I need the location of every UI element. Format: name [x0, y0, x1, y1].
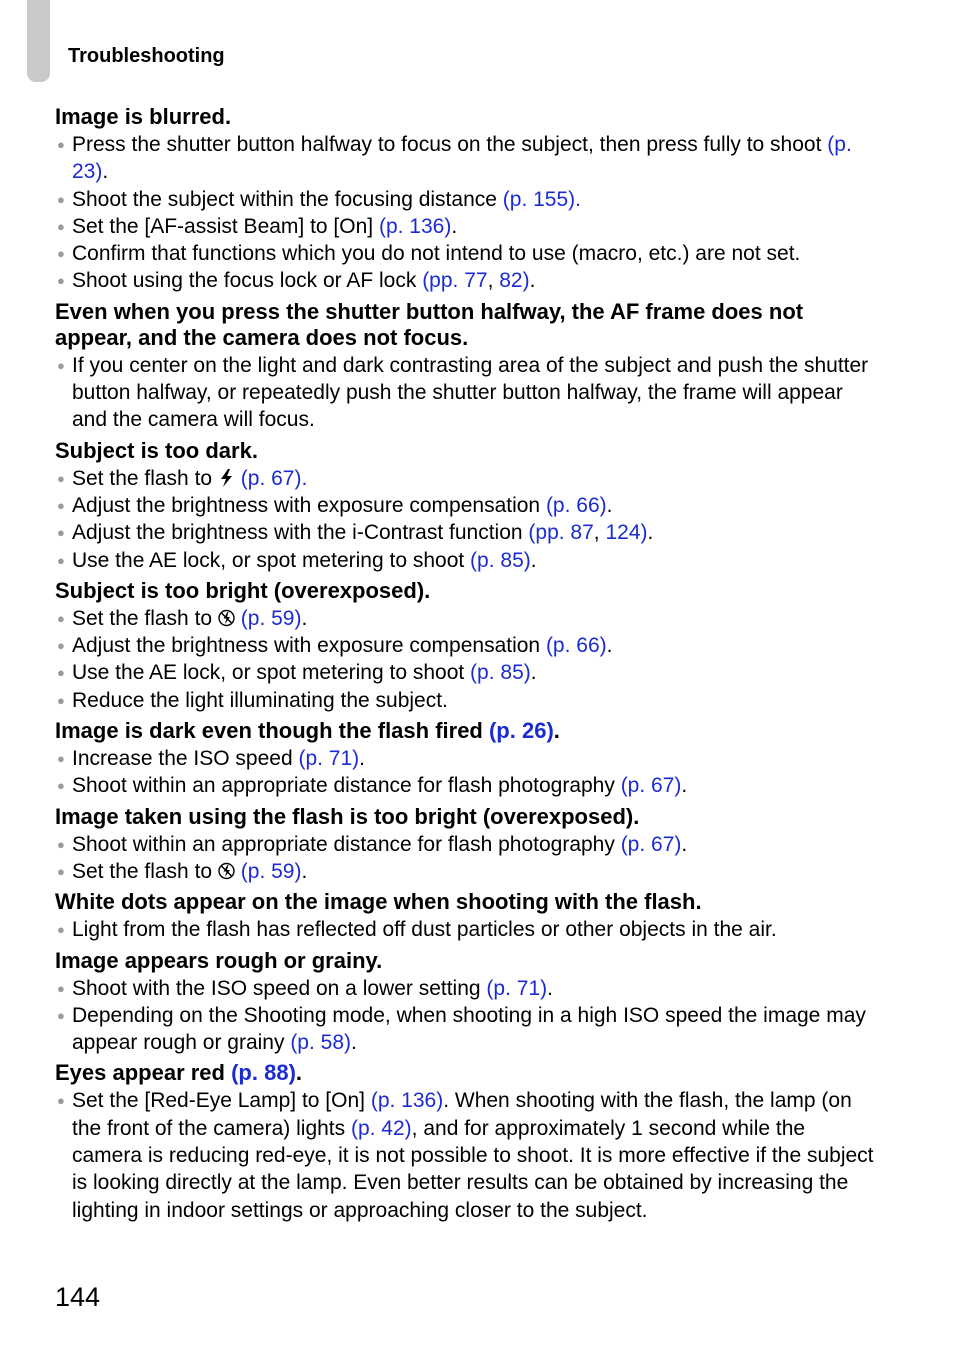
page-reference-link[interactable]: (pp. 87: [528, 521, 594, 545]
list-item: [55, 975, 875, 1002]
section-heading: [55, 948, 875, 974]
bullet-icon: ●: [57, 1093, 65, 1109]
text-run: . When shooting with the flash, the lamp (on the front of the camera) lights: [72, 1089, 852, 1140]
text-run: .: [102, 160, 109, 184]
troubleshooting-section: [55, 1060, 875, 1223]
page-reference-link[interactable]: (p. 85): [470, 661, 531, 685]
list-item: [55, 916, 875, 943]
section-heading: [55, 889, 875, 915]
bullet-icon: ●: [57, 191, 65, 207]
bullet-icon: ●: [57, 470, 65, 486]
text-run: Adjust the brightness with the i-Contrast function: [72, 521, 529, 545]
page-reference-link[interactable]: (p. 42): [350, 1116, 412, 1140]
text-run: Set the flash to: [72, 466, 218, 490]
list-item: [55, 745, 875, 772]
list-item: [55, 659, 875, 686]
text-run: Press the shutter button halfway to focus on the subject, then press fully to shoot: [72, 133, 828, 156]
text-run: Light from the flash has reflected off dust particles or other objects in the air.: [72, 918, 777, 942]
text-run: .: [301, 606, 308, 630]
list-item: [55, 240, 875, 267]
list-item: [55, 519, 875, 546]
text-run: Set the [AF-assist Beam] to [On]: [72, 214, 379, 238]
text-run: Image taken using the flash is too bright (overexposed).: [55, 803, 640, 829]
page-reference-link[interactable]: (p. 67): [620, 774, 682, 798]
page-reference-link[interactable]: (p. 59): [240, 859, 302, 883]
bullet-list: [55, 1087, 875, 1223]
text-run: .: [351, 1031, 357, 1055]
text-run: .: [529, 269, 536, 293]
page-reference-link[interactable]: (p. 59): [240, 606, 302, 630]
text-run: White dots appear on the image when shooting with the flash.: [55, 889, 702, 915]
section-heading: [55, 438, 875, 464]
page-reference-link[interactable]: (p. 67): [620, 832, 682, 856]
section-heading: [55, 1060, 875, 1086]
text-run: .: [295, 1060, 303, 1086]
bullet-icon: ●: [57, 863, 65, 879]
list-item: [55, 858, 875, 885]
text-run: Set the [Red-Eye Lamp] to [On]: [72, 1089, 371, 1113]
troubleshooting-section: [55, 804, 875, 886]
troubleshooting-section: [55, 299, 875, 434]
page-reference-link[interactable]: (p. 58): [290, 1031, 352, 1055]
flash-off-icon: [218, 861, 235, 881]
page-number: 144: [55, 1282, 101, 1312]
list-item: [55, 831, 875, 858]
text-run: Confirm that functions which you do not intend to use (macro, etc.) are not set.: [72, 242, 801, 266]
bullet-icon: ●: [57, 778, 65, 794]
text-run: .: [647, 521, 654, 545]
text-run: Depending on the Shooting mode, when shooting in a high ISO speed the image may appear rough or grainy: [72, 1003, 866, 1055]
bullet-icon: ●: [57, 836, 65, 852]
text-run: Shoot the subject within the focusing distance: [72, 187, 503, 211]
page-reference-link[interactable]: (p. 155).: [502, 187, 581, 211]
text-run: .: [547, 976, 553, 1000]
bullet-icon: ●: [57, 552, 65, 568]
troubleshooting-section: [55, 104, 875, 295]
list-item: [55, 1002, 875, 1057]
bullet-list: [55, 745, 875, 800]
page-reference-link[interactable]: (p. 136): [370, 1089, 444, 1113]
bullet-icon: ●: [57, 692, 65, 708]
troubleshooting-section: [55, 438, 875, 574]
bullet-icon: ●: [57, 273, 65, 289]
page-reference-link[interactable]: (p. 66): [545, 493, 607, 517]
list-item: [55, 131, 875, 186]
text-run: , and for approximately 1 second while the camera is reducing red-eye, it is not possible to shoot. It is more effective if the subject is looking directly at the lamp. Even better results can be obtained by increasing the lighting in indoor settings or approaching closer to the subject.: [72, 1116, 874, 1222]
page-reference-link[interactable]: (pp. 77: [422, 269, 488, 293]
text-run: .: [681, 832, 688, 856]
list-item: [55, 605, 875, 632]
list-item: [55, 547, 875, 574]
list-item: [55, 772, 875, 799]
flash-icon: [218, 468, 235, 488]
text-run: Adjust the brightness with exposure compensation: [72, 493, 546, 517]
bullet-icon: ●: [57, 357, 65, 373]
page-reference-link[interactable]: (p. 85): [470, 548, 531, 572]
section-heading: [55, 718, 875, 744]
bullet-icon: ●: [57, 497, 65, 513]
flash-off-icon: [218, 608, 235, 628]
text-run: Image is blurred.: [55, 104, 232, 129]
text-run: .: [301, 859, 308, 883]
text-run: Use the AE lock, or spot metering to shoot: [72, 661, 471, 685]
bullet-list: [55, 605, 875, 714]
text-run: Image is dark even though the flash fired: [55, 718, 489, 744]
list-item: [55, 687, 875, 714]
text-run: .: [606, 493, 613, 517]
text-run: .: [530, 661, 537, 685]
page-reference-link[interactable]: (p. 66): [545, 634, 607, 658]
bullet-icon: ●: [57, 218, 65, 234]
page-reference-link[interactable]: (p. 71): [298, 747, 360, 771]
text-run: Set the flash to: [72, 606, 218, 630]
text-run: Subject is too bright (overexposed).: [55, 577, 431, 603]
page-reference-link[interactable]: 82): [499, 269, 530, 293]
list-item: [55, 267, 875, 294]
section-heading: [55, 299, 875, 351]
text-run: Eyes appear red: [55, 1060, 232, 1086]
page-reference-link[interactable]: (p. 26): [488, 718, 554, 744]
page-reference-link[interactable]: (p. 136): [378, 214, 452, 238]
page-reference-link[interactable]: (p. 67).: [240, 466, 308, 490]
troubleshooting-section: [55, 948, 875, 1057]
list-item: [55, 1087, 875, 1223]
list-item: [55, 213, 875, 240]
text-run: .: [553, 718, 560, 744]
list-item: [55, 186, 875, 213]
text-run: Set the flash to: [72, 859, 218, 883]
text-run: .: [681, 774, 688, 798]
text-run: ,: [487, 269, 500, 293]
troubleshooting-section: [55, 578, 875, 714]
bullet-icon: ●: [57, 525, 65, 541]
troubleshooting-section: [55, 718, 875, 800]
section-title: Troubleshooting: [68, 45, 225, 67]
text-run: Shoot using the focus lock or AF lock: [72, 269, 423, 293]
text-run: Shoot within an appropriate distance for flash photography: [72, 832, 621, 856]
bullet-icon: ●: [57, 638, 65, 654]
bullet-icon: ●: [57, 980, 65, 996]
text-run: Shoot within an appropriate distance for flash photography: [72, 774, 621, 798]
section-heading: [55, 104, 875, 130]
text-run: Shoot with the ISO speed on a lower setting: [72, 976, 487, 1000]
bullet-icon: ●: [57, 922, 65, 938]
section-heading: [55, 804, 875, 830]
list-item: [55, 632, 875, 659]
bullet-icon: ●: [57, 665, 65, 681]
text-run: ,: [593, 521, 606, 545]
bullet-icon: ●: [57, 246, 65, 262]
text-run: Adjust the brightness with exposure compensation: [72, 634, 546, 658]
bullet-icon: ●: [57, 137, 65, 152]
text-run: If you center on the light and dark contrasting area of the subject and push the shutter button halfway, or repeatedly push the shutter button halfway, the frame will appear and the camera will focus.: [72, 353, 869, 432]
text-run: .: [530, 548, 537, 572]
troubleshooting-content: [55, 104, 875, 1228]
bullet-list: [55, 975, 875, 1057]
troubleshooting-section: [55, 889, 875, 943]
text-run: Subject is too dark.: [55, 437, 258, 463]
text-run: Image appears rough or grainy.: [55, 947, 383, 973]
list-item: [55, 465, 875, 492]
bullet-list: [55, 465, 875, 574]
chapter-tab: [27, 0, 50, 82]
bullet-list: [55, 352, 875, 434]
text-run: Reduce the light illuminating the subject.: [72, 688, 448, 712]
text-run: Use the AE lock, or spot metering to shoot: [72, 548, 471, 572]
text-run: .: [606, 634, 613, 658]
bullet-icon: ●: [57, 610, 65, 626]
bullet-list: [55, 131, 875, 295]
section-heading: [55, 578, 875, 604]
text-run: Increase the ISO speed: [72, 747, 299, 771]
bullet-icon: ●: [57, 751, 65, 767]
page-reference-link[interactable]: 124): [605, 521, 648, 545]
text-run: .: [451, 214, 458, 238]
bullet-list: [55, 916, 875, 943]
text-run: Even when you press the shutter button halfway, the AF frame does not appear, and the camera does not focus.: [55, 298, 804, 350]
bullet-list: [55, 831, 875, 886]
text-run: .: [359, 747, 366, 771]
page-reference-link[interactable]: (p. 23): [72, 133, 852, 184]
list-item: [55, 492, 875, 519]
bullet-icon: ●: [57, 1007, 65, 1023]
page-reference-link[interactable]: (p. 88): [231, 1060, 296, 1086]
page-reference-link[interactable]: (p. 71): [486, 976, 548, 1000]
list-item: [55, 352, 875, 434]
